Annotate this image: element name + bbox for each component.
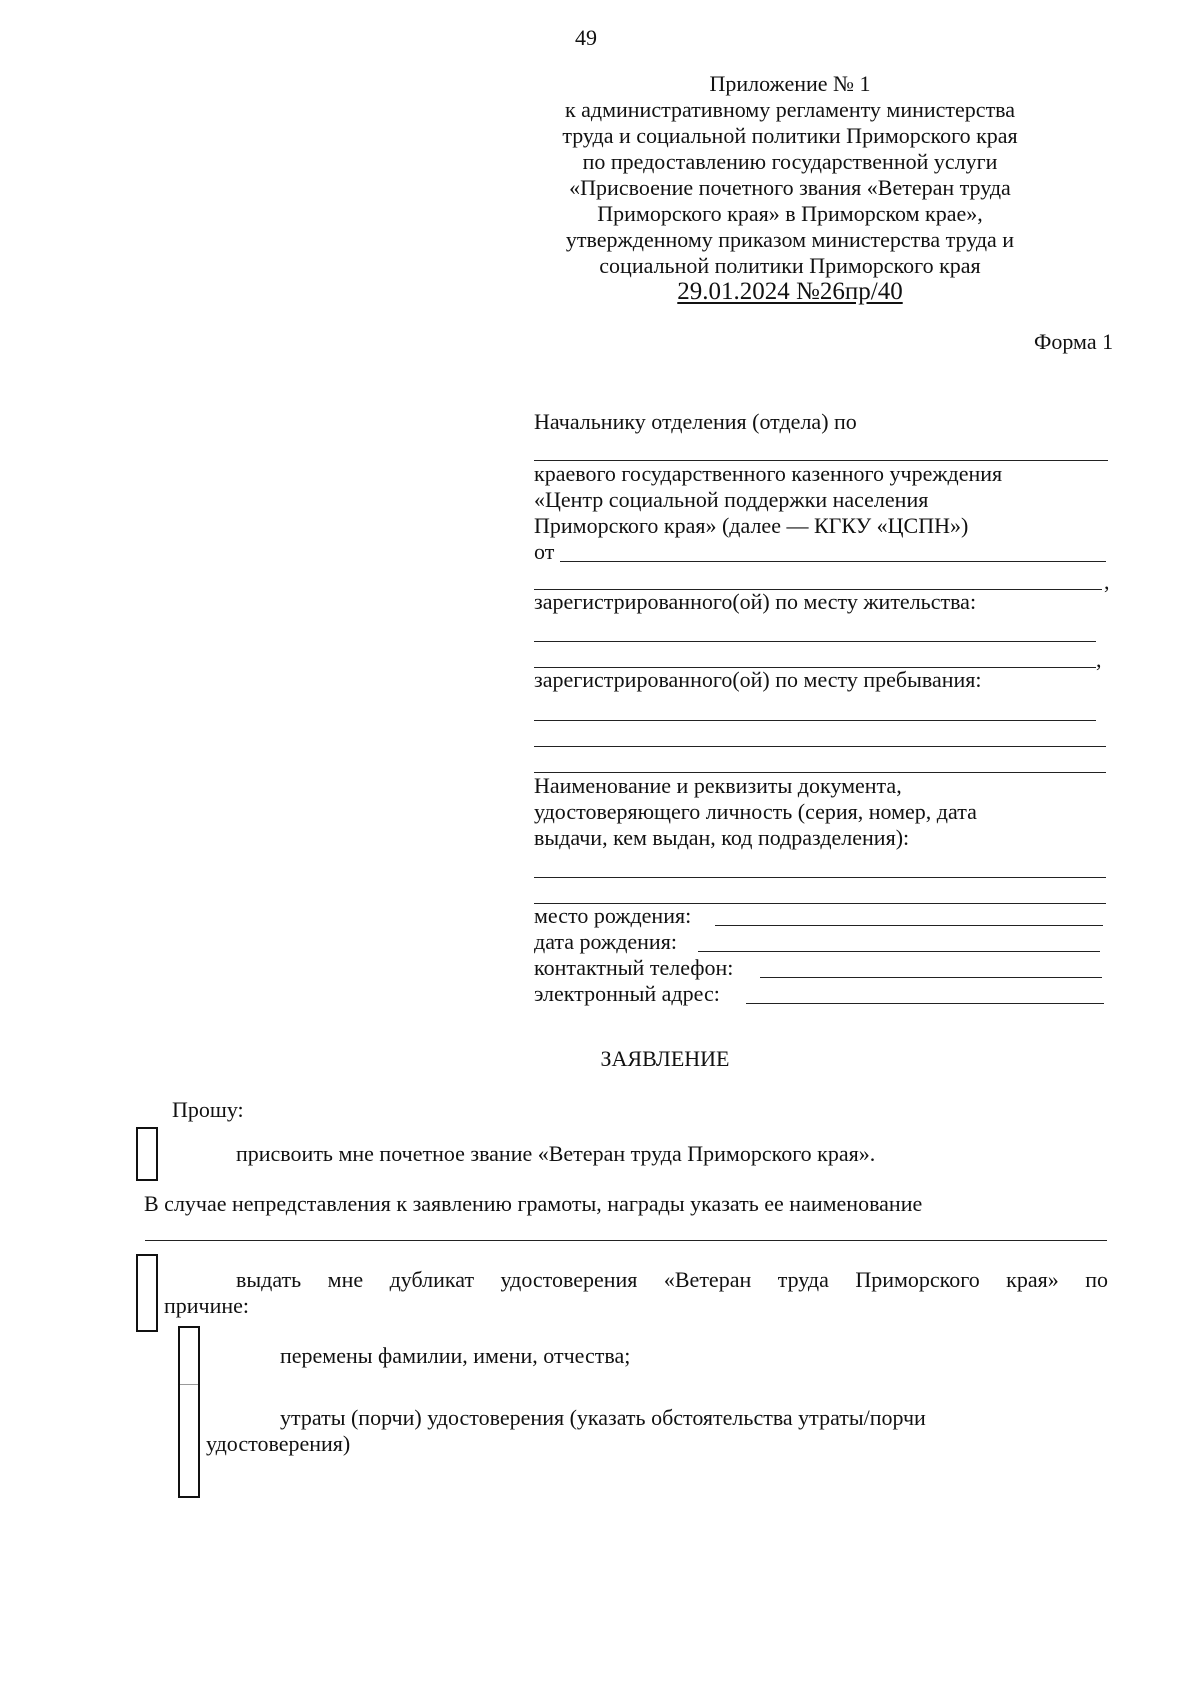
addressee-line: «Центр социальной поддержки населения [534,487,929,512]
appendix-line: по предоставлению государственной услуги [582,149,998,174]
id-document-line [534,877,1106,878]
appendix-line: социальной политики Приморского края [599,253,981,278]
comma: , [1104,569,1110,594]
option-duplicate-text: выдать мне дубликат удостоверения «Ветеран труда Приморского края» по [236,1267,1108,1292]
addressee-line: краевого государственного казенного учреждения [534,461,1003,486]
birth-place-label: место рождения: [534,903,692,928]
page-number: 49 [575,25,597,50]
appendix-title: Приложение № 1 [709,71,871,96]
appendix-line: утвержденному приказом министерства труда и [565,227,1015,252]
birth-place-line [715,925,1103,926]
reason-name-change-checkbox[interactable] [178,1326,200,1386]
missing-award-note: В случае непредставления к заявлению грамоты, награды указать ее наименование [144,1191,923,1216]
birth-date-line [698,951,1100,952]
id-document-label: удостоверяющего личность (серия, номер, дата [534,799,977,824]
appendix-line: труда и социальной политики Приморского края [562,123,1018,148]
email-label: электронный адрес: [534,981,720,1006]
phone-label: контактный телефон: [534,955,734,980]
from-label: от [534,539,555,564]
order-date-number: 29.01.2024 №26пр/40 [677,278,903,305]
option-duplicate-checkbox[interactable] [136,1254,158,1332]
residence-line [534,641,1096,642]
stay-line [534,720,1096,721]
applicant-name-line [560,561,1106,562]
reason-name-change-text: перемены фамилии, имени, отчества; [280,1343,631,1368]
addressee-line: Начальнику отделения (отдела) по [534,409,857,434]
birth-date-label: дата рождения: [534,929,677,954]
residence-label: зарегистрированного(ой) по месту жительства: [534,589,977,614]
reason-loss-checkbox[interactable] [178,1386,200,1498]
form-label: Форма 1 [1034,329,1114,354]
phone-line [760,977,1102,978]
stay-label: зарегистрированного(ой) по месту пребывания: [534,667,982,692]
option-award-checkbox[interactable] [136,1127,158,1181]
appendix-line: к административному регламенту министерства [564,97,1016,122]
id-document-label: Наименование и реквизиты документа, [534,773,902,798]
id-document-label: выдачи, кем выдан, код подразделения): [534,825,910,850]
award-name-line [145,1240,1107,1241]
comma: , [1096,647,1102,672]
reason-loss-text: утраты (порчи) удостоверения (указать обстоятельства утраты/порчи [280,1405,926,1430]
addressee-line: Приморского края» (далее — КГКУ «ЦСПН») [534,513,969,538]
document-title: ЗАЯВЛЕНИЕ [600,1046,730,1071]
appendix-line: Приморского края» в Приморском крае», [597,201,983,226]
appendix-line: «Присвоение почетного звания «Ветеран труда [569,175,1011,200]
reason-loss-text-cont: удостоверения) [206,1431,351,1456]
option-award-text: присвоить мне почетное звание «Ветеран труда Приморского края». [236,1141,876,1166]
stay-line-2 [534,746,1106,747]
option-duplicate-text-cont: причине: [164,1293,250,1318]
request-label: Прошу: [172,1097,244,1122]
email-line [746,1003,1104,1004]
